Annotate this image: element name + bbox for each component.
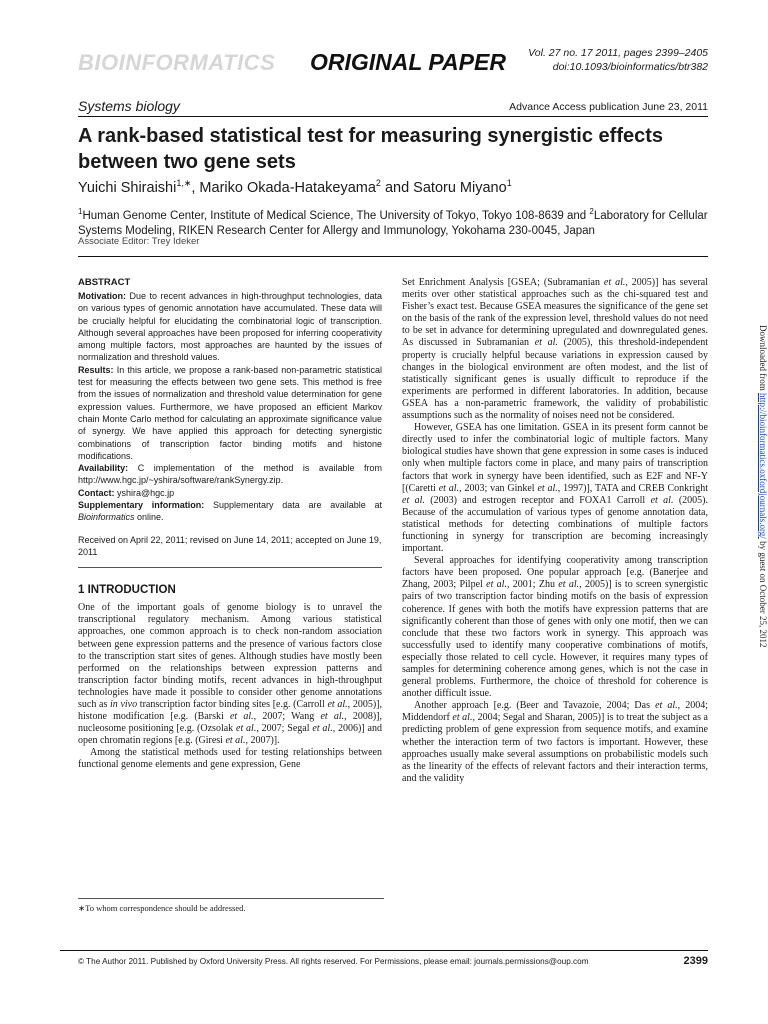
right-paragraph-3: Several approaches for identifying cooperativity among transcription factors have been proposed. One popular approach [e.g. (Banerjee and Zhang, 2003; Pilpel et al., 2001; Zhu et al., 2005)] is to screen synergistic pairs of two transcription factor binding motifs on the basis of expression coherence. If genes with both the motifs have expression patterns that are significantly coherent than those of genes with only one motif, then we can conclude that these two factors work in synergy. This approach was successfully used to identify many cooperative combinations of motifs, especially those related to cell cycle. However, it requires many types of samples for determining coherence among genes, which is not the case in general problems. Furthermore, the choice of threshold for coherence is another difficult issue. — [402, 555, 709, 700]
affil-1: Human Genome Center, Institute of Medical Science, The University of Tokyo, Tokyo 108-8639 and — [82, 209, 590, 222]
article-title: A rank-based statistical test for measuring synergistic effects between two gene sets — [78, 125, 664, 173]
affil-sup-1: 1 — [78, 207, 83, 216]
affil-2: Laboratory for Cellular Systems Modeling, RIKEN Research Center for Allergy and Immunology, Yokohama 230-0045, Japan — [78, 209, 708, 237]
header-rule — [78, 116, 708, 117]
paper-type: ORIGINAL PAPER — [310, 49, 506, 75]
footer-rule — [60, 950, 708, 951]
abstract-motivation — [78, 290, 382, 364]
affiliations — [78, 204, 718, 239]
author-3-sup: 1 — [506, 178, 512, 188]
motivation-text: Due to recent advances in high-throughput technologies, data on various types of genomic annotation have accumulated. These data will be crucially helpful for elucidating the combinatorial logic of transcription. Although several approaches have been proposed for inferring cooperativity among multiple factors, most approaches are haunted by the issues of normalization and threshold values. — [78, 291, 382, 363]
footnote: ∗To whom correspondence should be addressed. — [78, 903, 246, 913]
results-text: In this article, we propose a rank-based non-parametric statistical test for measuring the effects between two gene sets. This method is free from the issues of normalization and threshold value determination for gene expression values. Furthermore, we have proposed an efficient Markov chain Monte Carlo method for calculating an approximate significance value of synergy. We have applied this approach for detecting synergistic combinations of transcription factor binding motifs and histone modifications. — [78, 364, 382, 461]
abstract-contact — [78, 487, 382, 499]
right-paragraph-1: Set Enrichment Analysis [GSEA; (Subramanian et al., 2005)] has several merits over other statistical approaches such as the chi-squared test and Fisher’s exact test. Because GSEA measures the significance of the gene set on the basis of the rank of the expression level, threshold values do not need to be set in advance for determining upregulated and downregulated genes. As discussed in Subramanian et al. (2005), this threshold-independent property is crucially helpful because variations in expression caused by changes in the biological environment are often modest, and the list of statistically significant genes is usually difficult to reproduce if the experiments are performed in different laboratories. In addition, because GSEA has a non-parametric framework, the validity of probabilistic assumptions such as the normality of noises need not be considered. — [402, 277, 708, 422]
journal-name: BIOINFORMATICS — [78, 50, 276, 75]
intro-paragraph-1: One of the important goals of genome biology is to unravel the transcriptional regulatory mechanism. Among various statistical approaches, one common approach is to check non-random association between gene expression patterns and the presence of various factors close to the transcription start sites of genes. Although studies have mostly been performed on the relationships between expression patterns and transcription factor binding motifs, recent advances in high-throughput technologies have made it possible to consider other genome annotations such as in vivo transcription factor binding sites [e.g. (Carroll et al., 2005)], histone modification [e.g. (Barski et al., 2007; Wang et al., 2008)], nucleosome positioning [e.g. (Ozsolak et al., 2007; Segal et al., 2006)] and open chromatin regions [e.g. (Giresi et al., 2007)]. — [78, 602, 382, 747]
section-label: Systems biology — [78, 98, 180, 114]
contact-text: yshira@hgc.jp — [114, 487, 175, 498]
affil-sup-2: 2 — [589, 207, 594, 216]
volume-pages: Vol. 27 no. 17 2011, pages 2399–2405 — [528, 47, 708, 59]
abstract-heading: ABSTRACT — [78, 277, 131, 288]
availability-label: Availability: — [78, 463, 129, 474]
advance-access: Advance Access publication June 23, 2011 — [509, 101, 708, 113]
intro-paragraph-2: Among the statistical methods used for testing relationships between functional genome elements and gene expression, Gene — [78, 747, 382, 771]
doi: doi:10.1093/bioinformatics/btr382 — [552, 61, 708, 73]
supp-end: online. — [134, 512, 164, 523]
associate-editor: Associate Editor: Trey Ideker — [78, 236, 200, 247]
right-paragraph-4: Another approach [e.g. (Beer and Tavazoie, 2004; Das et al., 2004; Middendorf et al., 2004; Segal and Sharan, 2005)] is to treat the subject as a predicting problem of gene expression from sequence motifs, and examine whether the interaction term of two factors is important. However, these approaches usually make several assumptions on probabilistic models such as the linearity of the effects of relevant factors and their interaction terms, and the validity — [402, 700, 708, 784]
abstract-availability — [78, 462, 382, 487]
authors — [78, 178, 512, 196]
results-label: Results: — [78, 364, 114, 375]
author-3: and Satoru Miyano — [380, 179, 507, 196]
volume-info — [528, 46, 708, 74]
availability-text: C implementation of the method is available from http://www.hgc.jp/~yshira/software/rankSynergy.zip. — [78, 463, 382, 486]
author-2: , Mariko Okada-Hatakeyama — [191, 179, 376, 196]
download-note: Downloaded from http://bioinformatics.oxfordjournals.org/ by guest on October 25, 2012 — [758, 325, 768, 648]
abstract-results — [78, 364, 382, 462]
copyright: © The Author 2011. Published by Oxford University Press. All rights reserved. For Permissions, please email: journals.permissions@oup.com — [78, 957, 589, 966]
download-sidebar — [754, 325, 768, 725]
left-column — [78, 277, 382, 772]
motivation-label: Motivation: — [78, 291, 126, 301]
right-paragraph-2: However, GSEA has one limitation. GSEA in its present form cannot be directly used to infer the combinatorial logic of multiple factors. Many biological studies have shown that gene expression in some cases is induced only when multiple factors come in place, and many pairs of transcription factors that work in synergy have been identified, such as E2F and NF-Y [(Caretti et al., 2003; van Ginkel et al., 1997)], TATA and CREB Conkright et al. (2003) and estrogen receptor and FOXA1 Carroll et al. (2005). Because of the accumulation of various types of genome annotation data, statistical methods for detecting combinations of multiple factors functioning in synergy for transcription are becoming increasingly important. — [402, 422, 709, 555]
contact-label: Contact: — [78, 487, 115, 498]
abstract-supplementary — [78, 499, 382, 524]
footnote-rule — [78, 898, 384, 899]
author-2-sup: 2 — [375, 178, 381, 188]
right-column — [402, 277, 708, 785]
author-1: Yuichi Shiraishi — [78, 179, 177, 196]
author-1-sup: 1,∗ — [176, 178, 192, 188]
received-dates: Received on April 22, 2011; revised on June 14, 2011; accepted on June 19, 2011 — [78, 534, 382, 569]
supp-text: Supplementary data are available at — [204, 500, 383, 511]
intro-heading: 1 INTRODUCTION — [78, 584, 176, 597]
title-rule — [78, 256, 708, 257]
page-number: 2399 — [683, 955, 708, 967]
download-link[interactable]: http://bioinformatics.oxfordjournals.org/ — [758, 392, 768, 539]
supp-journal: Bioinformatics — [78, 512, 135, 523]
supp-label: Supplementary information: — [78, 500, 205, 511]
